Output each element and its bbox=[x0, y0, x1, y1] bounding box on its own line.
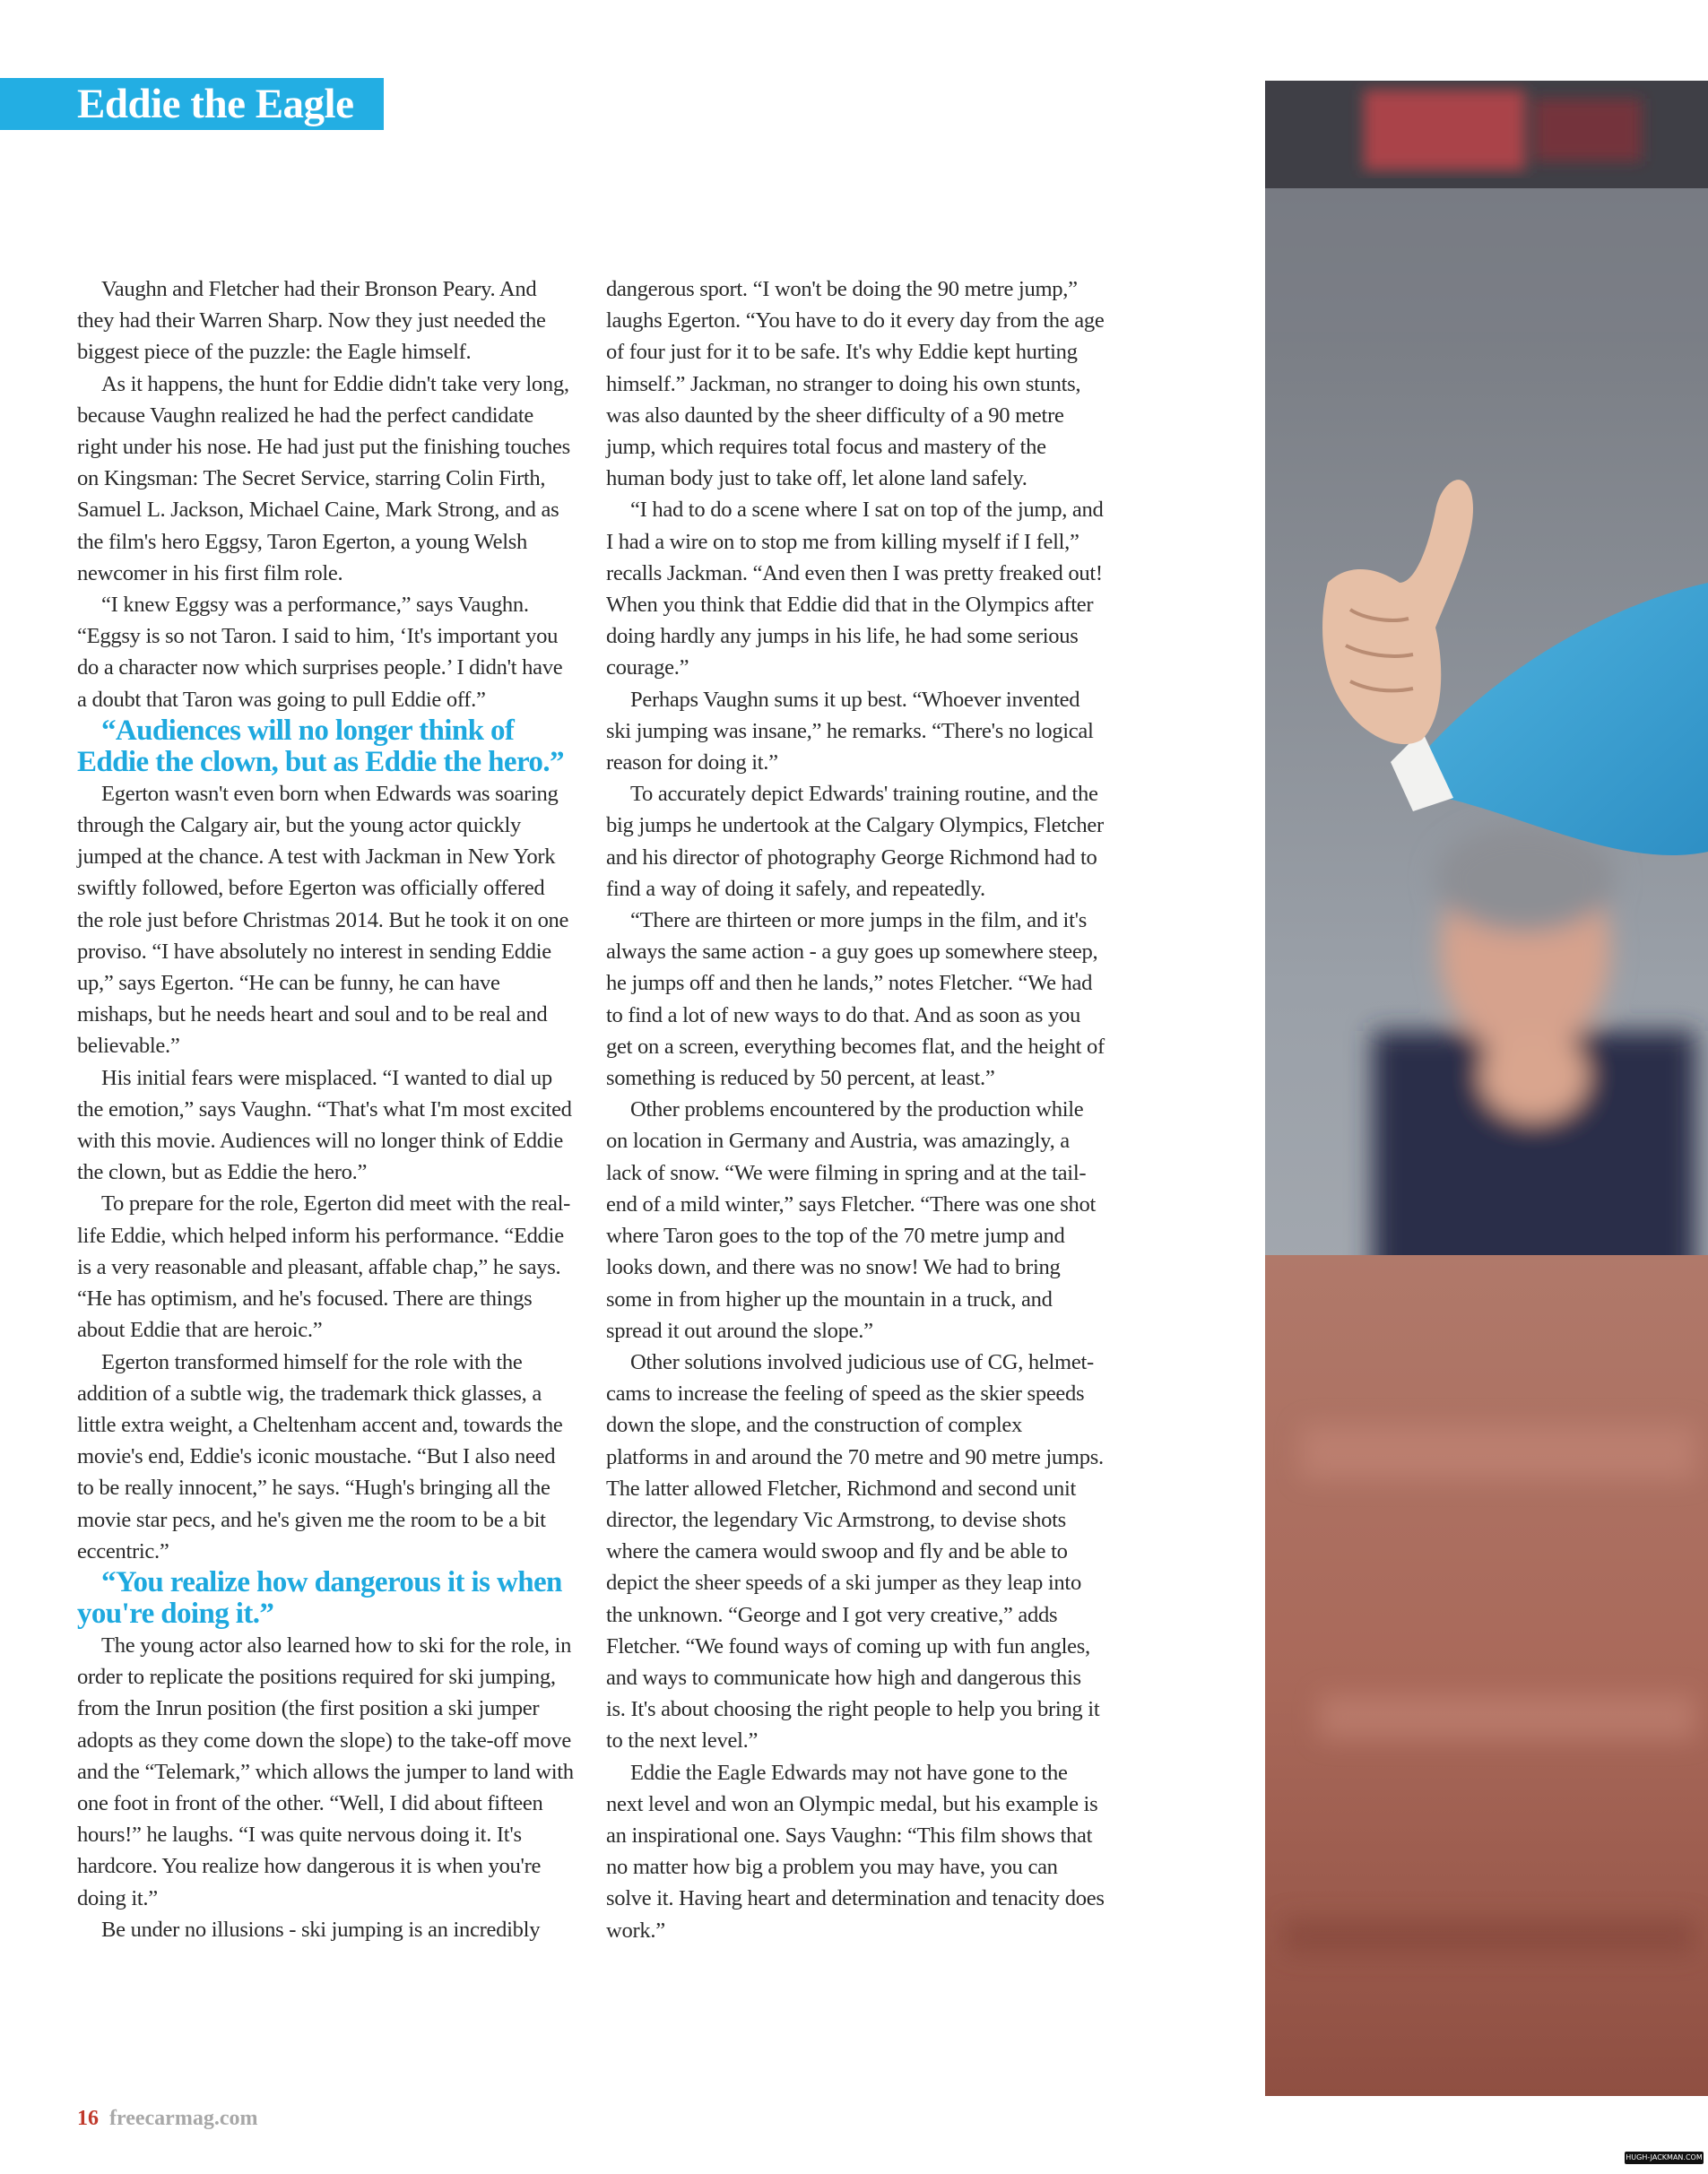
paragraph: Egerton wasn't even born when Edwards was soaring through the Calgary air, but the young actor quickly jumped at the chance. A test with Jackman in New York swiftly followed, before Egerton was officially offered the role just before Christmas 2014. But he took it on one proviso. “I have absolutely no interest in sending Eddie up,” says Egerton. “He can be funny, he can have mishaps, but he needs heart and soul and to be real and believable.” bbox=[77, 781, 569, 1059]
paragraph: Other solutions involved judicious use of CG, helmet-cams to increase the feeling of speed as the skier speeds down the slope, and the construction of complex platforms in and around the 70 metre and 90 metre jumps. The latter allowed Fletcher, Richmond and second unit director, the legendary Vic Armstrong, to devise shots where the camera would swoop and fly and be able to depict the sheer speeds of a ski jumper as they leap into the unknown. “George and I got very creative,” adds Fletcher. “We found ways of coming up with fun angles, and ways to communicate how high and dangerous this is. It's about choosing the right people to help you bring it to the next level.” bbox=[606, 1349, 1104, 1754]
page-number: 16 bbox=[77, 2107, 99, 2130]
paragraph: To prepare for the role, Egerton did meet with the real-life Eddie, which helped inform his performance. “Eddie is a very reasonable and pleasant, affable chap,” he says. “He has optimism, and he's focused. There are things about Eddie that are heroic.” bbox=[77, 1191, 571, 1343]
paragraph: As it happens, the hunt for Eddie didn't take very long, because Vaughn realized he had the perfect candidate right under his nose. He had just put the finishing touches on Kingsman: The Secret Service, starring Colin Firth, Samuel L. Jackson, Michael Caine, Mark Strong, and as the film's hero Eggsy, Taron Egerton, a young Welsh newcomer in his first film role. bbox=[77, 371, 570, 585]
paragraph: Be under no illusions - ski jumping is an incredibly bbox=[101, 1917, 541, 1942]
paragraph: dangerous sport. “I won't be doing the 90 metre jump,” laughs Egerton. “You have to do it every day from the age of four just for it to be safe. It's why Eddie kept hurting himself.” Jackman, no stranger to doing his own stunts, was also daunted by the sheer difficulty of a 90 metre jump, which requires total focus and mastery of the human body just to take off, let alone land safely. bbox=[606, 277, 1105, 491]
page-footer bbox=[77, 2107, 257, 2131]
paragraph: The young actor also learned how to ski for the role, in order to replicate the positions required for ski jumping, from the Inrun position (the first position a ski jumper adopts as they come down the slope) to the take-off move and the “Telemark,” which allows the jumper to land with one foot in front of the other. “Well, I did about fifteen hours!” he laughs. “I was quite nervous doing it. It's hardcore. You realize how dangerous it is when you're doing it.” bbox=[77, 1633, 574, 1910]
article-column-left bbox=[77, 273, 576, 1945]
paragraph: “I had to do a scene where I sat on top of the jump, and I had a wire on to stop me from killing myself if I fell,” recalls Jackman. “And even then I was pretty freaked out! When you think that Eddie did that in the Olympics after doing hardly any jumps in his life, he had some serious courage.” bbox=[606, 498, 1104, 680]
page-title: Eddie the Eagle bbox=[77, 81, 354, 127]
paragraph: Vaughn and Fletcher had their Bronson Peary. And they had their Warren Sharp. Now they just needed the biggest piece of the puzzle: the Eagle himself. bbox=[77, 277, 546, 365]
pull-quote: “Audiences will no longer think of Eddie the clown, but as Eddie the hero.” bbox=[77, 714, 564, 778]
paragraph: Egerton transformed himself for the role with the addition of a subtle wig, the trademark thick glasses, a little extra weight, a Cheltenham accent and, towards the movie's end, Eddie's iconic moustache. “But I also need to be really innocent,” he says. “Hugh's bringing all the movie star pecs, and he's given me the room to be a bit eccentric.” bbox=[77, 1349, 563, 1563]
paragraph: Perhaps Vaughn sums it up best. “Whoever invented ski jumping was insane,” he remarks. “There's no logical reason for doing it.” bbox=[606, 687, 1094, 775]
paragraph: Other problems encountered by the production while on location in Germany and Austria, was amazingly, a lack of snow. “We were filming in spring and at the tail-end of a mild winter,” says Fletcher. “There was one shot where Taron goes to the top of the 70 metre jump and looks down, and there was no snow! We had to bring some in from higher up the mountain in a truck, and spread it out around the slope.” bbox=[606, 1097, 1097, 1343]
footer-site: freecarmag.com bbox=[109, 2107, 258, 2130]
pull-quote: “You realize how dangerous it is when you're doing it.” bbox=[77, 1565, 562, 1630]
paragraph: His initial fears were misplaced. “I wanted to dial up the emotion,” says Vaughn. “That's what I'm most excited with this movie. Audiences will no longer think of Eddie the clown, but as Eddie the hero.” bbox=[77, 1065, 572, 1185]
photo-credit: HUGH-JACKMAN.COM bbox=[1625, 2152, 1704, 2164]
paragraph: “There are thirteen or more jumps in the film, and it's always the same action - a guy goes up somewhere steep, he jumps off and then he lands,” notes Fletcher. “We had to find a lot of new ways to do that. And as soon as you get on a screen, everything becomes flat, and the height of something is reduced by 50 percent, at least.” bbox=[606, 908, 1105, 1091]
article-column-right bbox=[606, 273, 1105, 1946]
paragraph: To accurately depict Edwards' training routine, and the big jumps he undertook at the Calgary Olympics, Fletcher and his director of photography George Richmond had to find a way of doing it safely, and repeatedly. bbox=[606, 782, 1104, 901]
paragraph: “I knew Eggsy was a performance,” says Vaughn. “Eggsy is so not Taron. I said to him, ‘It's important you do a character now which surprises people.’ I didn't have a doubt that Taron was going to pull Eddie off.” bbox=[77, 593, 563, 712]
paragraph: Eddie the Eagle Edwards may not have gone to the next level and won an Olympic medal, but his example is an inspirational one. Says Vaughn: “This film shows that no matter how big a problem you may have, you can solve it. Having heart and determination and tenacity does work.” bbox=[606, 1760, 1105, 1943]
feature-photo bbox=[1265, 81, 1708, 2096]
title-banner bbox=[0, 78, 384, 130]
